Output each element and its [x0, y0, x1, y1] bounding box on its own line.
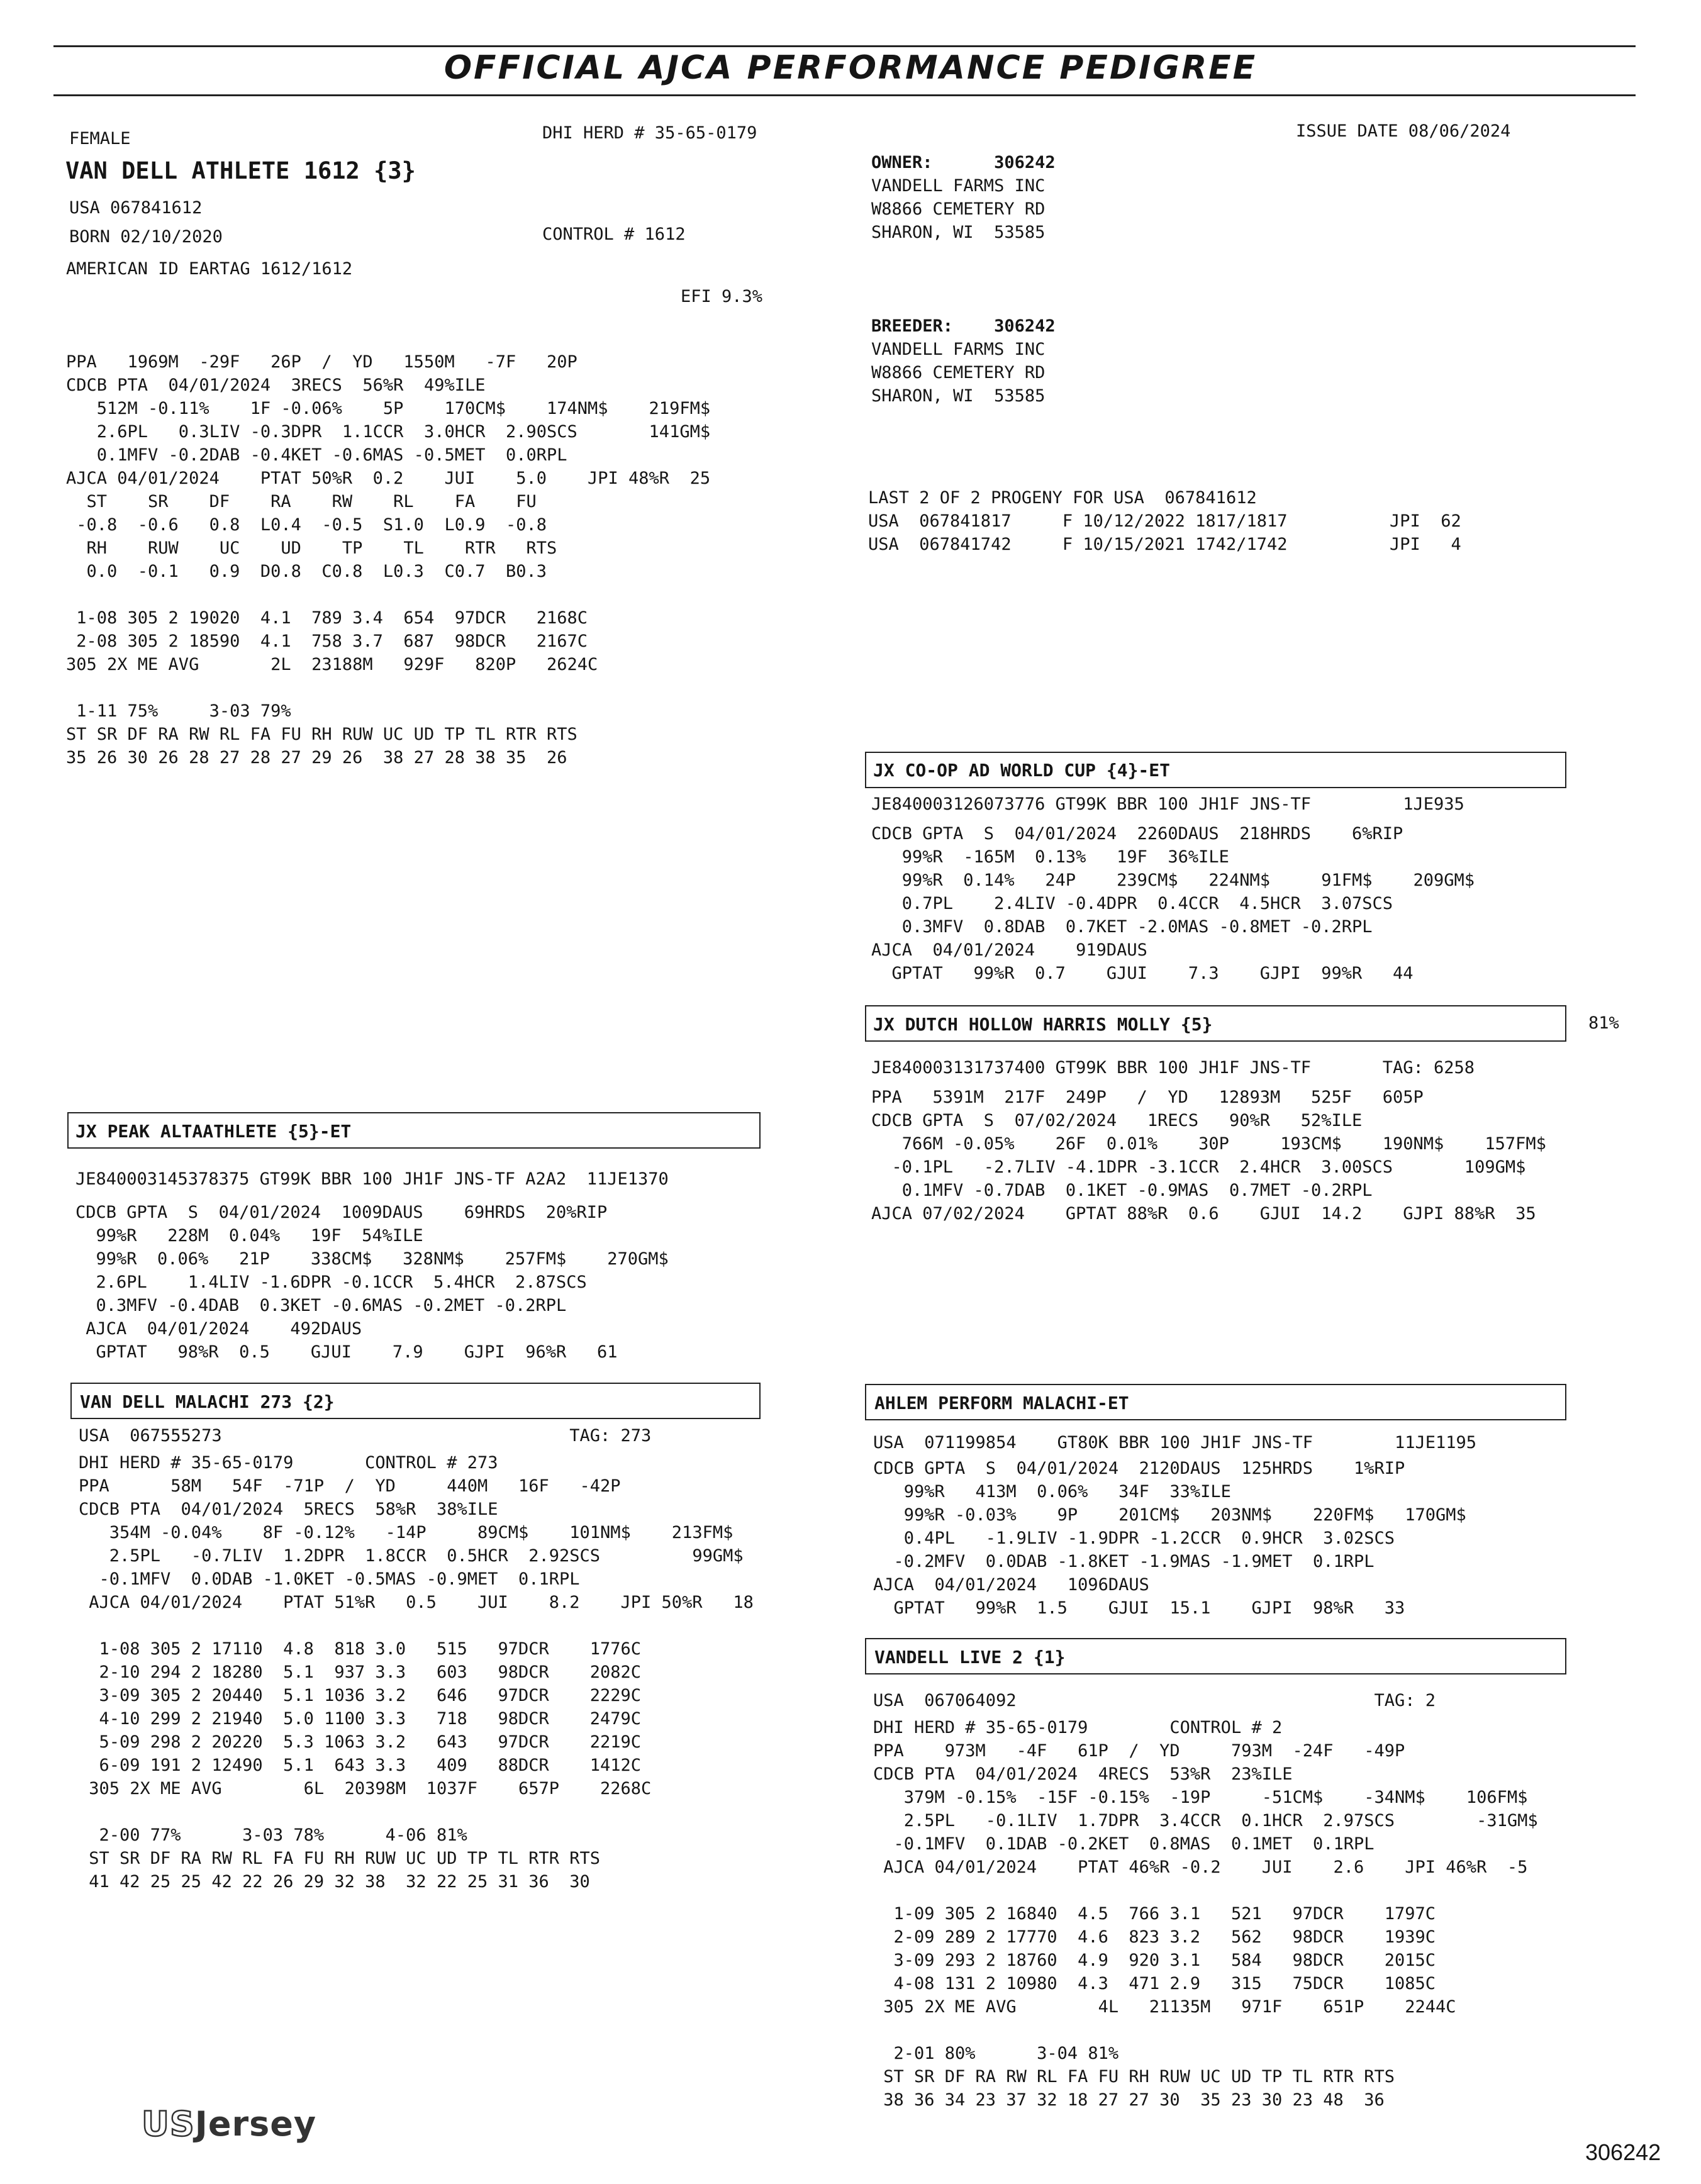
- paternal-grandsire-name: JX CO-OP AD WORLD CUP {4}-ET: [873, 760, 1171, 781]
- animal-line: -0.8 -0.6 0.8 L0.4 -0.5 S1.0 L0.9 -0.8: [66, 515, 547, 535]
- sire-name: JX PEAK ALTAATHLETE {5}-ET: [75, 1121, 352, 1142]
- maternal-grandsire-block: [873, 1431, 1476, 1620]
- owner-line: W8866 CEMETERY RD: [871, 199, 1046, 219]
- breeder-label: BREEDER:: [871, 316, 954, 336]
- logo-jersey: Jersey: [194, 2104, 317, 2144]
- animal-line: ST SR DF RA RW RL FA FU: [66, 492, 537, 511]
- american-id: AMERICAN ID EARTAG 1612/1612: [66, 259, 353, 279]
- paternal-grandsire-line: 99%R -165M 0.13% 19F 36%ILE: [871, 847, 1229, 867]
- progeny-line: LAST 2 OF 2 PROGENY FOR USA 067841612: [868, 488, 1257, 508]
- maternal-grandsire-line: -0.2MFV 0.0DAB -1.8KET -1.9MAS -1.9MET 0.1RPL: [873, 1552, 1375, 1571]
- efi: EFI 9.3%: [681, 287, 763, 306]
- paternal-grandsire-line: 99%R 0.14% 24P 239CM$ 224NM$ 91FM$ 209GM$: [871, 871, 1475, 890]
- paternal-granddam-pct: 81%: [1588, 1013, 1619, 1033]
- animal-line: PPA 1969M -29F 26P / YD 1550M -7F 20P: [66, 352, 577, 372]
- paternal-grandsire-line: CDCB GPTA S 04/01/2024 2260DAUS 218HRDS 6%RIP: [871, 824, 1403, 844]
- paternal-grandsire-line: 0.3MFV 0.8DAB 0.7KET -2.0MAS -0.8MET -0.2RPL: [871, 917, 1373, 937]
- dam-line: 2.5PL -0.7LIV 1.2DPR 1.8CCR 0.5HCR 2.92SCS 99GM$: [79, 1546, 744, 1566]
- dam-line: -0.1MFV 0.0DAB -1.0KET -0.5MAS -0.9MET 0.1RPL: [79, 1569, 580, 1589]
- maternal-granddam-line: AJCA 04/01/2024 PTAT 46%R -0.2 JUI 2.6 JPI 46%R -5: [873, 1858, 1528, 1877]
- sire-line: AJCA 04/01/2024 492DAUS: [75, 1319, 362, 1339]
- paternal-granddam-block: [871, 1056, 1546, 1225]
- owner-label: OWNER:: [871, 153, 933, 172]
- maternal-grandsire-line: USA 071199854 GT80K BBR 100 JH1F JNS-TF 11JE1195: [873, 1433, 1477, 1452]
- animal-line: CDCB PTA 04/01/2024 3RECS 56%R 49%ILE: [66, 376, 486, 395]
- logo-us: US: [142, 2104, 195, 2144]
- breeder-line: SHARON, WI 53585: [871, 386, 1046, 406]
- page-title: OFFICIAL AJCA PERFORMANCE PEDIGREE: [443, 49, 1258, 87]
- animal-line: 512M -0.11% 1F -0.06% 5P 170CM$ 174NM$ 219FM$: [66, 399, 711, 418]
- paternal-granddam-line: 0.1MFV -0.7DAB 0.1KET -0.9MAS 0.7MET -0.2RPL: [871, 1181, 1373, 1200]
- animal-registration: USA 067841612: [69, 198, 203, 218]
- title-underline: [53, 94, 1636, 96]
- maternal-granddam-line: 2-09 289 2 17770 4.6 823 3.2 562 98DCR 1939C: [873, 1927, 1436, 1947]
- dam-name: VAN DELL MALACHI 273 {2}: [80, 1391, 335, 1412]
- dam-line: 4-10 299 2 21940 5.0 1100 3.3 718 98DCR 2479C: [79, 1709, 642, 1729]
- animal-birth-date: BORN 02/10/2020: [69, 227, 223, 247]
- maternal-granddam-line: 4-08 131 2 10980 4.3 471 2.9 315 75DCR 1085C: [873, 1974, 1436, 1993]
- owner-heading: [871, 151, 1056, 174]
- owner-block: [871, 151, 1056, 244]
- paternal-granddam-line: CDCB GPTA S 07/02/2024 1RECS 90%R 52%ILE: [871, 1111, 1363, 1130]
- paternal-granddam-name: JX DUTCH HOLLOW HARRIS MOLLY {5}: [873, 1014, 1213, 1035]
- animal-line: [66, 676, 710, 699]
- breeder-id: 306242: [994, 316, 1056, 336]
- maternal-granddam-line: 305 2X ME AVG 4L 21135M 971F 651P 2244C: [873, 1997, 1456, 2017]
- paternal-granddam-line: -0.1PL -2.7LIV -4.1DPR -3.1CCR 2.4HCR 3.00SCS 109GM$: [871, 1157, 1526, 1177]
- animal-line: 1-08 305 2 19020 4.1 789 3.4 654 97DCR 2168C: [66, 608, 588, 628]
- usjersey-logo: [142, 2104, 316, 2144]
- dam-line: DHI HERD # 35-65-0179 CONTROL # 273: [79, 1453, 498, 1473]
- paternal-granddam-line: AJCA 07/02/2024 GPTAT 88%R 0.6 GJUI 14.2 GJPI 88%R 35: [871, 1204, 1536, 1223]
- issue-date: ISSUE DATE 08/06/2024: [1296, 121, 1511, 141]
- maternal-grandsire-line: 99%R -0.03% 9P 201CM$ 203NM$ 220FM$ 170GM$: [873, 1505, 1466, 1525]
- maternal-granddam-block: [873, 1689, 1538, 2112]
- sire-block: [75, 1167, 669, 1364]
- maternal-granddam-line: -0.1MFV 0.1DAB -0.2KET 0.8MAS 0.1MET 0.1RPL: [873, 1834, 1375, 1854]
- dam-line: 2-00 77% 3-03 78% 4-06 81%: [79, 1825, 467, 1845]
- progeny-line: USA 067841817 F 10/12/2022 1817/1817 JPI 62: [868, 511, 1461, 531]
- maternal-granddam-line: 3-09 293 2 18760 4.9 920 3.1 584 98DCR 2015C: [873, 1951, 1436, 1970]
- dam-line: [79, 1800, 754, 1824]
- breeder-heading: [871, 315, 1056, 338]
- maternal-granddam-name: VANDELL LIVE 2 {1}: [874, 1647, 1066, 1668]
- maternal-granddam-line: DHI HERD # 35-65-0179 CONTROL # 2: [873, 1718, 1283, 1737]
- sire-line: 99%R 228M 0.04% 19F 54%ILE: [75, 1226, 423, 1245]
- maternal-grandsire-line: CDCB GPTA S 04/01/2024 2120DAUS 125HRDS 1%RIP: [873, 1459, 1405, 1478]
- animal-name: VAN DELL ATHLETE 1612 {3}: [65, 157, 416, 184]
- sire-line: 2.6PL 1.4LIV -1.6DPR -0.1CCR 5.4HCR 2.87SCS: [75, 1273, 587, 1292]
- paternal-granddam-line: [871, 1079, 1546, 1086]
- dam-line: USA 067555273 TAG: 273: [79, 1426, 652, 1446]
- maternal-granddam-line: [873, 1879, 1538, 1902]
- maternal-granddam-line: PPA 973M -4F 61P / YD 793M -24F -49P: [873, 1741, 1405, 1761]
- maternal-granddam-line: 2-01 80% 3-04 81%: [873, 2044, 1119, 2063]
- dam-line: 305 2X ME AVG 6L 20398M 1037F 657P 2268C: [79, 1779, 652, 1798]
- maternal-granddam-line: 1-09 305 2 16840 4.5 766 3.1 521 97DCR 1797C: [873, 1904, 1436, 1924]
- maternal-granddam-line: ST SR DF RA RW RL FA FU RH RUW UC UD TP TL RTR RTS: [873, 2067, 1395, 2086]
- sire-line: JE840003145378375 GT99K BBR 100 JH1F JNS-TF A2A2 11JE1370: [75, 1169, 669, 1189]
- dam-line: 3-09 305 2 20440 5.1 1036 3.2 646 97DCR 2229C: [79, 1686, 642, 1705]
- dam-line: 41 42 25 25 42 22 26 29 32 38 32 22 25 31 36 30: [79, 1872, 590, 1892]
- maternal-grandsire-name: AHLEM PERFORM MALACHI-ET: [874, 1393, 1129, 1413]
- animal-line: RH RUW UC UD TP TL RTR RTS: [66, 538, 557, 558]
- maternal-grandsire-line: AJCA 04/01/2024 1096DAUS: [873, 1575, 1149, 1595]
- maternal-granddam-line: 38 36 34 23 37 32 18 27 27 30 35 23 30 23 48 36: [873, 2090, 1385, 2110]
- progeny-line: USA 067841742 F 10/15/2021 1742/1742 JPI 4: [868, 535, 1461, 554]
- animal-line: 2-08 305 2 18590 4.1 758 3.7 687 98DCR 2167C: [66, 632, 588, 651]
- paternal-granddam-line: PPA 5391M 217F 249P / YD 12893M 525F 605P: [871, 1088, 1424, 1107]
- paternal-grandsire-line: JE840003126073776 GT99K BBR 100 JH1F JNS-TF 1JE935: [871, 794, 1464, 814]
- animal-evaluation-block: [66, 350, 710, 769]
- dam-line: 6-09 191 2 12490 5.1 643 3.3 409 88DCR 1412C: [79, 1756, 642, 1775]
- animal-line: 2.6PL 0.3LIV -0.3DPR 1.1CCR 3.0HCR 2.90SCS 141GM$: [66, 422, 711, 442]
- owner-line: SHARON, WI 53585: [871, 223, 1046, 242]
- dam-line: [79, 1614, 754, 1637]
- dam-line: 2-10 294 2 18280 5.1 937 3.3 603 98DCR 2082C: [79, 1663, 642, 1682]
- animal-line: 0.1MFV -0.2DAB -0.4KET -0.6MAS -0.5MET 0.0RPL: [66, 445, 567, 465]
- dam-line: PPA 58M 54F -71P / YD 440M 16F -42P: [79, 1476, 621, 1496]
- progeny-block: [868, 486, 1461, 556]
- maternal-granddam-line: [873, 2019, 1538, 2042]
- sire-line: [75, 1191, 669, 1201]
- maternal-granddam-line: USA 067064092 TAG: 2: [873, 1691, 1436, 1710]
- breeder-line: VANDELL FARMS INC: [871, 340, 1046, 359]
- breeder-block: [871, 315, 1056, 408]
- animal-line: 305 2X ME AVG 2L 23188M 929F 820P 2624C: [66, 655, 598, 674]
- maternal-grandsire-line: GPTAT 99%R 1.5 GJUI 15.1 GJPI 98%R 33: [873, 1598, 1405, 1618]
- owner-line: VANDELL FARMS INC: [871, 176, 1046, 196]
- maternal-grandsire-line: 0.4PL -1.9LIV -1.9DPR -1.2CCR 0.9HCR 3.02SCS: [873, 1529, 1395, 1548]
- maternal-granddam-line: 379M -0.15% -15F -0.15% -19P -51CM$ -34NM$ 106FM$: [873, 1788, 1528, 1807]
- animal-line: 35 26 30 26 28 27 28 27 29 26 38 27 28 38 35 26: [66, 748, 567, 767]
- dam-line: 5-09 298 2 20220 5.3 1063 3.2 643 97DCR 2219C: [79, 1732, 642, 1752]
- breeder-line: W8866 CEMETERY RD: [871, 363, 1046, 382]
- animal-herd: DHI HERD # 35-65-0179: [542, 123, 757, 143]
- sire-line: CDCB GPTA S 04/01/2024 1009DAUS 69HRDS 20%RIP: [75, 1203, 608, 1222]
- animal-control-number: CONTROL # 1612: [542, 225, 686, 244]
- maternal-grandsire-line: 99%R 413M 0.06% 34F 33%ILE: [873, 1482, 1231, 1502]
- paternal-grandsire-line: AJCA 04/01/2024 919DAUS: [871, 940, 1147, 960]
- sire-line: 0.3MFV -0.4DAB 0.3KET -0.6MAS -0.2MET -0.2RPL: [75, 1296, 567, 1315]
- animal-line: AJCA 04/01/2024 PTAT 50%R 0.2 JUI 5.0 JPI 48%R 25: [66, 469, 711, 488]
- paternal-granddam-line: 766M -0.05% 26F 0.01% 30P 193CM$ 190NM$ 157FM$: [871, 1134, 1546, 1154]
- paternal-grandsire-line: [871, 816, 1475, 822]
- paternal-grandsire-block: [871, 793, 1475, 985]
- animal-sex: FEMALE: [69, 129, 131, 148]
- dam-line: 354M -0.04% 8F -0.12% -14P 89CM$ 101NM$ 213FM$: [79, 1523, 733, 1542]
- top-rule: [53, 45, 1636, 47]
- paternal-granddam-line: JE840003131737400 GT99K BBR 100 JH1F JNS-TF TAG: 6258: [871, 1058, 1475, 1078]
- animal-line: 1-11 75% 3-03 79%: [66, 701, 291, 721]
- owner-id: 306242: [994, 153, 1056, 172]
- dam-block: [79, 1424, 754, 1893]
- animal-line: 0.0 -0.1 0.9 D0.8 C0.8 L0.3 C0.7 B0.3: [66, 562, 547, 581]
- dam-line: CDCB PTA 04/01/2024 5RECS 58%R 38%ILE: [79, 1500, 498, 1519]
- dam-line: AJCA 04/01/2024 PTAT 51%R 0.5 JUI 8.2 JPI 50%R 18: [79, 1593, 754, 1612]
- animal-line: [66, 583, 710, 606]
- paternal-grandsire-line: GPTAT 99%R 0.7 GJUI 7.3 GJPI 99%R 44: [871, 964, 1414, 983]
- paternal-grandsire-line: 0.7PL 2.4LIV -0.4DPR 0.4CCR 4.5HCR 3.07SCS: [871, 894, 1393, 913]
- dam-line: 1-08 305 2 17110 4.8 818 3.0 515 97DCR 1776C: [79, 1639, 642, 1659]
- sire-line: 99%R 0.06% 21P 338CM$ 328NM$ 257FM$ 270GM$: [75, 1249, 669, 1269]
- sire-line: GPTAT 98%R 0.5 GJUI 7.9 GJPI 96%R 61: [75, 1342, 618, 1362]
- animal-line: ST SR DF RA RW RL FA FU RH RUW UC UD TP TL RTR RTS: [66, 725, 577, 744]
- dam-line: ST SR DF RA RW RL FA FU RH RUW UC UD TP TL RTR RTS: [79, 1849, 601, 1868]
- page-id: 306242: [1585, 2139, 1661, 2165]
- maternal-granddam-line: CDCB PTA 04/01/2024 4RECS 53%R 23%ILE: [873, 1764, 1293, 1784]
- maternal-granddam-line: 2.5PL -0.1LIV 1.7DPR 3.4CCR 0.1HCR 2.97SCS -31GM$: [873, 1811, 1538, 1830]
